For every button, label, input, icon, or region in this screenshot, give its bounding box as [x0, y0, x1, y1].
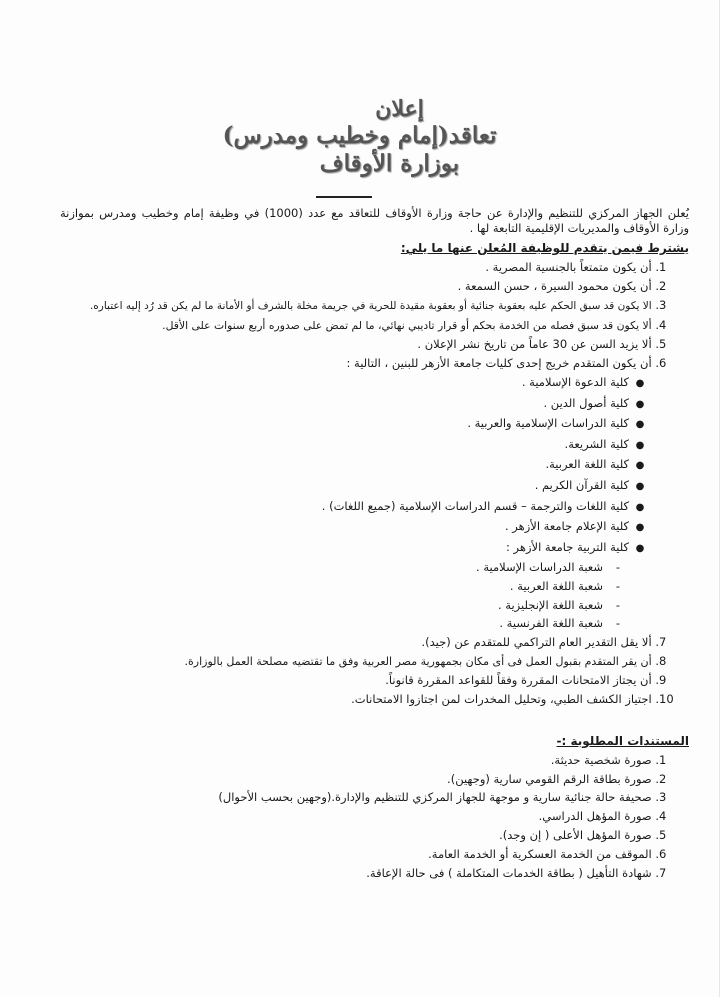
branch-item: -شعبة اللغة الفرنسية . [60, 614, 633, 633]
condition-number: 9 [659, 673, 667, 688]
title-underline [316, 196, 372, 198]
document-text: صحيفة حالة جنائية سارية و موجهة للجهاز المركزي للتنظيم والإدارة.(وجهين بحسب الأحوال) [218, 790, 652, 805]
condition-number: 10 [659, 692, 674, 707]
document-text: شهادة التأهيل ( بطاقة الخدمات المتكاملة ) فى حالة الإعاقة. [366, 865, 652, 880]
announcement-body [60, 206, 689, 882]
condition-item: 6. أن يكون المتقدم خريج إحدى كليات جامعة الأزهر للبنين ، التالية : ●كلية الدعوة الإسلامية . ●كلية أصول الدين . ●كلية الدراسات الإسلامية والعربية . ●كلية الشريعة. ●كلية اللغة العربية. ●كلية القرآن الكريم . ●كلية اللغات والترجمة – قسم الدراسات الإسلامية (جميع اللغات) . ●كلية الإعلام جامعة الأزهر . ●كلية التربية جامعة الأزهر : -شعبة الدراسات الإسلامية . -شعبة اللغة العربية . -شعبة اللغة الإنجليزية . -شعبة اللغة الفرنسية . [60, 354, 689, 633]
condition-item: 2. أن يكون محمود السيرة ، حسن السمعة . [60, 277, 689, 296]
condition-item: 9. أن يجتاز الامتحانات المقررة وفقاً للقواعد المقررة قانوناً. [60, 671, 689, 690]
faculty-item: ●كلية الدعوة الإسلامية . [60, 373, 651, 394]
faculty-item: ●كلية أصول الدين . [60, 394, 651, 415]
conditions-heading: يشترط فيمن يتقدم للوظيفة المُعلن عنها ما يلي: [400, 241, 689, 255]
dash-icon: - [615, 616, 621, 631]
condition-number: 8 [659, 653, 667, 668]
branch-item: -شعبة اللغة الإنجليزية . [60, 596, 633, 615]
announcement-title: إعلان [375, 96, 424, 122]
document-item: 1. صورة شخصية حديثة. [60, 751, 689, 770]
job-title: تعاقد(إمام وخطيب ومدرس) [222, 122, 497, 149]
document-number: 4 [659, 809, 667, 824]
branch-item: -شعبة اللغة العربية . [60, 577, 633, 596]
faculty-item: ●كلية الدراسات الإسلامية والعربية . [60, 414, 651, 435]
condition-number: 4 [659, 317, 667, 332]
document-item: 7. شهادة التأهيل ( بطاقة الخدمات المتكاملة ) فى حالة الإعاقة. [60, 864, 689, 883]
condition-text: أن يكون متمتعاً بالجنسية المصرية . [485, 260, 652, 274]
bullet-icon: ● [635, 542, 645, 554]
ministry-title: بوزارة الأوقاف [319, 150, 460, 177]
condition-item: 1. أن يكون متمتعاً بالجنسية المصرية . [60, 258, 689, 277]
document-text: صورة المؤهل الأعلى ( إن وجد). [499, 828, 652, 843]
condition-text: أن يجتاز الامتحانات المقررة وفقاً للقواعد المقررة قانوناً. [385, 673, 652, 688]
condition-item: 4. ألا يكون قد سبق فصله من الخدمة بحكم أو قرار تاديبي نهائي، ما لم تمض على صدوره أربع سنوات على الأقل. [60, 316, 689, 336]
bullet-icon: ● [635, 419, 645, 431]
dash-icon: - [615, 578, 621, 593]
faculty-item: ●كلية القرآن الكريم . [60, 476, 651, 497]
condition-item: 3. الا يكون قد سبق الحكم عليه بعقوبة جنائية أو بعقوبة مقيدة للحرية في جريمة مخلة بالشرف أو الأمانة ما لم يكن قد رُد إليه اعتباره. [60, 296, 689, 316]
faculty-item: ●كلية الإعلام جامعة الأزهر . [60, 517, 651, 538]
faculty-item: ●كلية اللغات والترجمة – قسم الدراسات الإسلامية (جميع اللغات) . [60, 497, 651, 518]
condition-number: 2 [659, 278, 667, 293]
condition-number: 5 [659, 337, 667, 352]
condition-text: أن يكون المتقدم خريج إحدى كليات جامعة الأزهر للبنين ، التالية : [346, 356, 652, 371]
condition-item: 7. ألا يقل التقدير العام التراكمي للمتقدم عن (جيد). [60, 633, 689, 652]
branches-list [60, 558, 651, 632]
conditions-list [60, 258, 689, 709]
bullet-icon: ● [635, 501, 645, 513]
document-number: 1 [659, 752, 667, 767]
condition-item: 8. أن يقر المتقدم بقبول العمل فى أى مكان بجمهورية مصر العربية وفق ما تقتضيه مصلحة العمل بالوزارة. [60, 652, 689, 672]
document-number: 7 [659, 865, 667, 880]
document-number: 3 [659, 790, 667, 805]
faculty-item: ●كلية اللغة العربية. [60, 455, 651, 476]
document-text: الموقف من الخدمة العسكرية أو الخدمة العامة. [428, 846, 652, 861]
faculty-item: ●كلية الشريعة. [60, 435, 651, 456]
condition-text: اجتياز الكشف الطبي، وتحليل المخدرات لمن اجتازوا الامتحانات. [351, 692, 652, 707]
condition-text: أن يكون محمود السيرة ، حسن السمعة . [457, 278, 652, 293]
document-number: 2 [659, 771, 667, 786]
bullet-icon: ● [635, 460, 645, 472]
bullet-icon: ● [635, 439, 645, 451]
documents-heading: المستندات المطلوبة :- [556, 733, 689, 748]
document-text: صورة بطاقة الرقم القومي سارية (وجهين). [447, 771, 652, 786]
condition-text: الا يكون قد سبق الحكم عليه بعقوبة جنائية أو بعقوبة مقيدة للحرية في جريمة مخلة بالشرف أو الأمانة ما لم يكن قد رُد إليه اعتباره. [89, 299, 652, 312]
intro-paragraph: يُعلن الجهاز المركزي للتنظيم والإدارة عن حاجة وزارة الأوقاف للتعاقد مع عدد (1000) في وظيفة إمام وخطيب ومدرس بموازنة وزارة الأوقاف والمديريات الإقليمية التابعة لها . [60, 206, 689, 235]
title-block [0, 96, 719, 178]
bullet-icon: ● [635, 398, 645, 410]
condition-text: أن يقر المتقدم بقبول العمل فى أى مكان بجمهورية مصر العربية وفق ما تقتضيه مصلحة العمل بالوزارة. [184, 654, 652, 668]
document-number: 6 [659, 846, 667, 861]
document-number: 5 [659, 828, 667, 843]
bullet-icon: ● [635, 377, 645, 389]
document-item: 5. صورة المؤهل الأعلى ( إن وجد). [60, 826, 689, 845]
document-item: 2. صورة بطاقة الرقم القومي سارية (وجهين). [60, 770, 689, 789]
bullet-icon: ● [635, 522, 645, 534]
document-item: 4. صورة المؤهل الدراسي. [60, 807, 689, 826]
condition-number: 7 [659, 634, 667, 649]
condition-item: 5. ألا يزيد السن عن 30 عاماً من تاريخ نشر الإعلان . [60, 335, 689, 354]
document-item: 3. صحيفة حالة جنائية سارية و موجهة للجهاز المركزي للتنظيم والإدارة.(وجهين بحسب الأحوال) [60, 788, 689, 807]
branch-item: -شعبة الدراسات الإسلامية . [60, 558, 633, 577]
document-item: 6. الموقف من الخدمة العسكرية أو الخدمة العامة. [60, 845, 689, 864]
document-text: صورة المؤهل الدراسي. [538, 809, 652, 824]
document-text: صورة شخصية حديثة. [550, 752, 652, 767]
faculties-list [60, 373, 689, 633]
condition-number: 3 [659, 297, 667, 312]
condition-number: 6 [659, 356, 667, 371]
documents-list [60, 751, 689, 883]
dash-icon: - [615, 560, 621, 575]
dash-icon: - [615, 597, 621, 612]
condition-number: 1 [659, 260, 667, 274]
condition-text: ألا يقل التقدير العام التراكمي للمتقدم عن (جيد). [421, 634, 652, 649]
bullet-icon: ● [635, 480, 645, 492]
condition-text: ألا يزيد السن عن 30 عاماً من تاريخ نشر الإعلان . [417, 337, 652, 352]
condition-item: 10. اجتياز الكشف الطبي، وتحليل المخدرات لمن اجتازوا الامتحانات. [60, 690, 689, 709]
condition-text: ألا يكون قد سبق فصله من الخدمة بحكم أو قرار تاديبي نهائي، ما لم تمض على صدوره أربع سنوات على الأقل. [162, 318, 652, 332]
faculty-item: ●كلية التربية جامعة الأزهر : -شعبة الدراسات الإسلامية . -شعبة اللغة العربية . -شعبة اللغة الإنجليزية . -شعبة اللغة الفرنسية . [60, 538, 651, 633]
